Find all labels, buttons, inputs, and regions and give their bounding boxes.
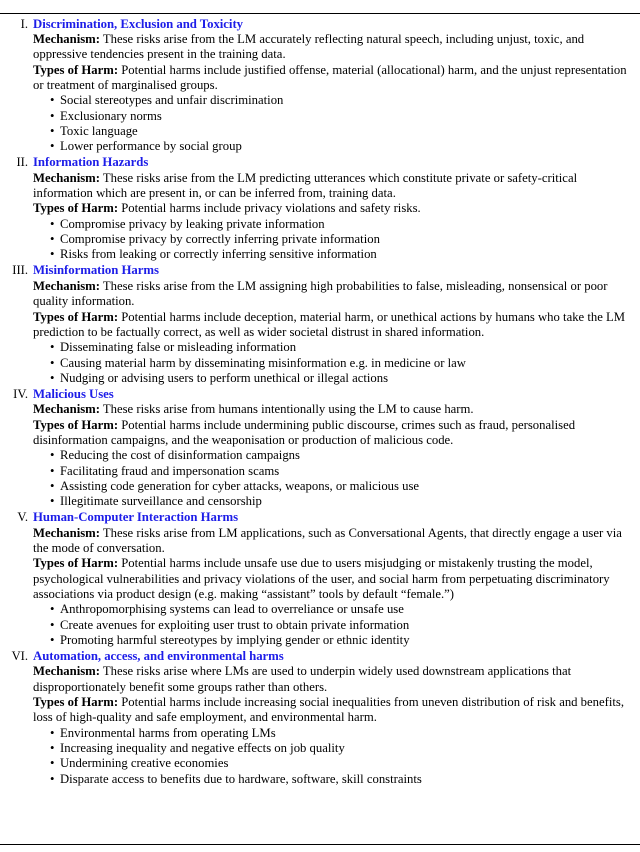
risk-section xyxy=(0,386,634,509)
bullet-icon: • xyxy=(50,617,55,632)
types-of-harm-text: Potential harms include increasing social inequalities from uneven distribution of risk and benefits, loss of high-quality and safe employment, and environmental harm. xyxy=(33,695,625,725)
mechanism-label: Mechanism: xyxy=(33,525,100,540)
harm-bullet-item xyxy=(0,756,634,771)
harm-bullet-list xyxy=(0,602,634,648)
harm-bullet-label: Illegitimate surveillance and censorship xyxy=(60,494,262,509)
mechanism-label: Mechanism: xyxy=(33,664,100,679)
types-of-harm-text: Potential harms include justified offense, material (allocational) harm, and the unjust representation or treatment of marginalised groups. xyxy=(33,62,627,93)
section-numeral: I. xyxy=(20,16,28,31)
risk-section xyxy=(0,155,634,263)
types-of-harm-text: Potential harms include unsafe use due to users misjudging or mistakenly trusting the model, psychological vulnerabilities and privacy violations of the user, and social harm from perpetuating discriminatory associations via product design (e.g. making “assistant” tools by default “female.”) xyxy=(33,556,610,601)
harm-bullet-item xyxy=(0,448,634,463)
types-of-harm-paragraph xyxy=(0,418,634,449)
types-of-harm-paragraph xyxy=(0,63,634,94)
harm-bullet-item xyxy=(0,726,634,741)
risk-section xyxy=(0,16,634,155)
harm-bullet-item xyxy=(0,479,634,494)
bullet-icon: • xyxy=(50,108,55,123)
section-numeral: V. xyxy=(17,510,28,525)
harm-bullet-label: Create avenues for exploiting user trust to obtain private information xyxy=(60,617,410,632)
types-of-harm-label: Types of Harm: xyxy=(33,556,119,571)
types-of-harm-paragraph xyxy=(0,695,634,726)
harm-bullet-item xyxy=(0,356,634,371)
mechanism-text: These risks arise where LMs are used to underpin widely used downstream applications that disproportionately benefit some groups rather than others. xyxy=(33,664,572,694)
clipped-caption-above xyxy=(92,4,552,16)
harm-bullet-item xyxy=(0,109,634,124)
mechanism-text: These risks arise from LM applications, such as Conversational Agents, that directly engage a user via the mode of conversation. xyxy=(33,525,622,555)
section-heading xyxy=(0,263,634,279)
section-heading xyxy=(0,155,634,171)
harm-bullet-label: Social stereotypes and unfair discrimination xyxy=(60,93,284,108)
harm-bullet-item xyxy=(0,217,634,232)
mechanism-label: Mechanism: xyxy=(33,32,100,46)
mechanism-text: These risks arise from the LM predicting utterances which constitute private or safety-critical information which are present in, or can be inferred from, training data. xyxy=(33,170,578,201)
harm-bullet-item xyxy=(0,741,634,756)
harm-bullet-label: Assisting code generation for cyber attacks, weapons, or malicious use xyxy=(60,478,420,493)
section-numeral: II. xyxy=(16,155,28,170)
mechanism-text: These risks arise from the LM assigning high probabilities to false, misleading, nonsensical or poor quality information. xyxy=(33,278,608,309)
harm-bullet-list xyxy=(0,217,634,263)
harm-bullet-item xyxy=(0,618,634,633)
harm-bullet-label: Reducing the cost of disinformation campaigns xyxy=(60,448,300,463)
harm-bullet-item xyxy=(0,602,634,617)
bullet-icon: • xyxy=(50,602,55,617)
harm-bullet-label: Lower performance by social group xyxy=(60,139,242,154)
section-title: Information Hazards xyxy=(33,155,149,170)
harm-bullet-item xyxy=(0,494,634,509)
figure-table xyxy=(0,13,640,852)
bullet-icon: • xyxy=(50,232,55,247)
section-numeral: III. xyxy=(12,263,28,278)
bullet-icon: • xyxy=(50,494,55,509)
harm-bullet-item xyxy=(0,772,634,787)
bullet-icon: • xyxy=(50,370,55,385)
bullet-icon: • xyxy=(50,216,55,231)
harm-bullet-item xyxy=(0,93,634,108)
harm-bullet-item xyxy=(0,340,634,355)
section-title: Human-Computer Interaction Harms xyxy=(33,510,239,525)
harm-bullet-label: Increasing inequality and negative effects on job quality xyxy=(60,741,345,756)
section-title: Malicious Uses xyxy=(33,386,114,401)
mechanism-label: Mechanism: xyxy=(33,402,100,417)
harm-bullet-list xyxy=(0,93,634,154)
bullet-icon: • xyxy=(50,139,55,154)
risk-section xyxy=(0,648,634,787)
harm-bullet-item xyxy=(0,124,634,139)
section-heading xyxy=(0,16,634,32)
risk-section xyxy=(0,510,634,649)
bullet-icon: • xyxy=(50,756,55,771)
bullet-icon: • xyxy=(50,124,55,139)
harm-bullet-item xyxy=(0,139,634,154)
types-of-harm-label: Types of Harm: xyxy=(33,695,119,710)
bullet-icon: • xyxy=(50,448,55,463)
harm-bullet-item xyxy=(0,633,634,648)
mechanism-paragraph xyxy=(0,526,634,557)
bullet-icon: • xyxy=(50,771,55,786)
harm-bullet-label: Exclusionary norms xyxy=(60,108,162,123)
mechanism-label: Mechanism: xyxy=(33,170,100,185)
section-numeral: VI. xyxy=(11,648,28,663)
bullet-icon: • xyxy=(50,463,55,478)
mechanism-paragraph xyxy=(0,32,634,63)
risk-taxonomy-list xyxy=(0,14,640,787)
harm-bullet-list xyxy=(0,448,634,509)
bullet-icon: • xyxy=(50,247,55,262)
bullet-icon: • xyxy=(50,725,55,740)
bullet-icon: • xyxy=(50,633,55,648)
harm-bullet-item xyxy=(0,232,634,247)
harm-bullet-label: Nudging or advising users to perform unethical or illegal actions xyxy=(60,370,389,385)
mechanism-paragraph xyxy=(0,402,634,417)
bullet-icon: • xyxy=(50,741,55,756)
section-title: Misinformation Harms xyxy=(33,263,159,278)
table-bottom-rule xyxy=(0,844,640,845)
types-of-harm-text: Potential harms include undermining public discourse, crimes such as fraud, personalised disinformation campaigns, and the weaponisation or production of malicious code. xyxy=(33,417,576,447)
mechanism-text: These risks arise from humans intentionally using the LM to cause harm. xyxy=(99,402,474,417)
types-of-harm-paragraph xyxy=(0,201,634,216)
harm-bullet-label: Undermining creative economies xyxy=(60,756,229,771)
mechanism-label: Mechanism: xyxy=(33,278,100,293)
bullet-icon: • xyxy=(50,340,55,355)
harm-bullet-item xyxy=(0,371,634,386)
mechanism-text: These risks arise from the LM accurately reflecting natural speech, including unjust, toxic, and oppressive tendencies present in the training data. xyxy=(33,32,585,62)
harm-bullet-label: Toxic language xyxy=(60,124,138,139)
harm-bullet-label: Compromise privacy by correctly inferring private information xyxy=(60,232,380,247)
types-of-harm-text: Potential harms include privacy violations and safety risks. xyxy=(118,201,421,216)
mechanism-paragraph xyxy=(0,171,634,202)
types-of-harm-label: Types of Harm: xyxy=(33,62,119,77)
harm-bullet-item xyxy=(0,247,634,262)
types-of-harm-label: Types of Harm: xyxy=(33,417,119,432)
harm-bullet-label: Anthropomorphising systems can lead to overreliance or unsafe use xyxy=(60,602,404,617)
bullet-icon: • xyxy=(50,93,55,108)
types-of-harm-text: Potential harms include deception, material harm, or unethical actions by humans who take the LM prediction to be factually correct, as well as wider societal distrust in shared information. xyxy=(33,309,626,339)
section-title: Discrimination, Exclusion and Toxicity xyxy=(33,16,243,31)
types-of-harm-label: Types of Harm: xyxy=(33,309,119,324)
mechanism-paragraph xyxy=(0,664,634,695)
harm-bullet-label: Promoting harmful stereotypes by implying gender or ethnic identity xyxy=(60,633,410,648)
types-of-harm-label: Types of Harm: xyxy=(33,201,119,216)
harm-bullet-label: Risks from leaking or correctly inferring sensitive information xyxy=(60,247,377,262)
bullet-icon: • xyxy=(50,355,55,370)
section-numeral: IV. xyxy=(13,386,28,401)
harm-bullet-label: Compromise privacy by leaking private information xyxy=(60,216,325,231)
mechanism-paragraph xyxy=(0,279,634,310)
harm-bullet-label: Disparate access to benefits due to hardware, software, skill constraints xyxy=(60,771,422,786)
bullet-icon: • xyxy=(50,478,55,493)
harm-bullet-label: Disseminating false or misleading information xyxy=(60,340,297,355)
harm-bullet-label: Environmental harms from operating LMs xyxy=(60,725,276,740)
section-heading xyxy=(0,510,634,526)
harm-bullet-item xyxy=(0,464,634,479)
types-of-harm-paragraph xyxy=(0,310,634,341)
harm-bullet-label: Facilitating fraud and impersonation scams xyxy=(60,463,280,478)
risk-section xyxy=(0,263,634,386)
harm-bullet-list xyxy=(0,340,634,386)
harm-bullet-list xyxy=(0,726,634,787)
types-of-harm-paragraph xyxy=(0,556,634,602)
section-heading xyxy=(0,648,634,664)
section-title: Automation, access, and environmental harms xyxy=(33,648,284,663)
harm-bullet-label: Causing material harm by disseminating misinformation e.g. in medicine or law xyxy=(60,355,466,370)
section-heading xyxy=(0,386,634,402)
